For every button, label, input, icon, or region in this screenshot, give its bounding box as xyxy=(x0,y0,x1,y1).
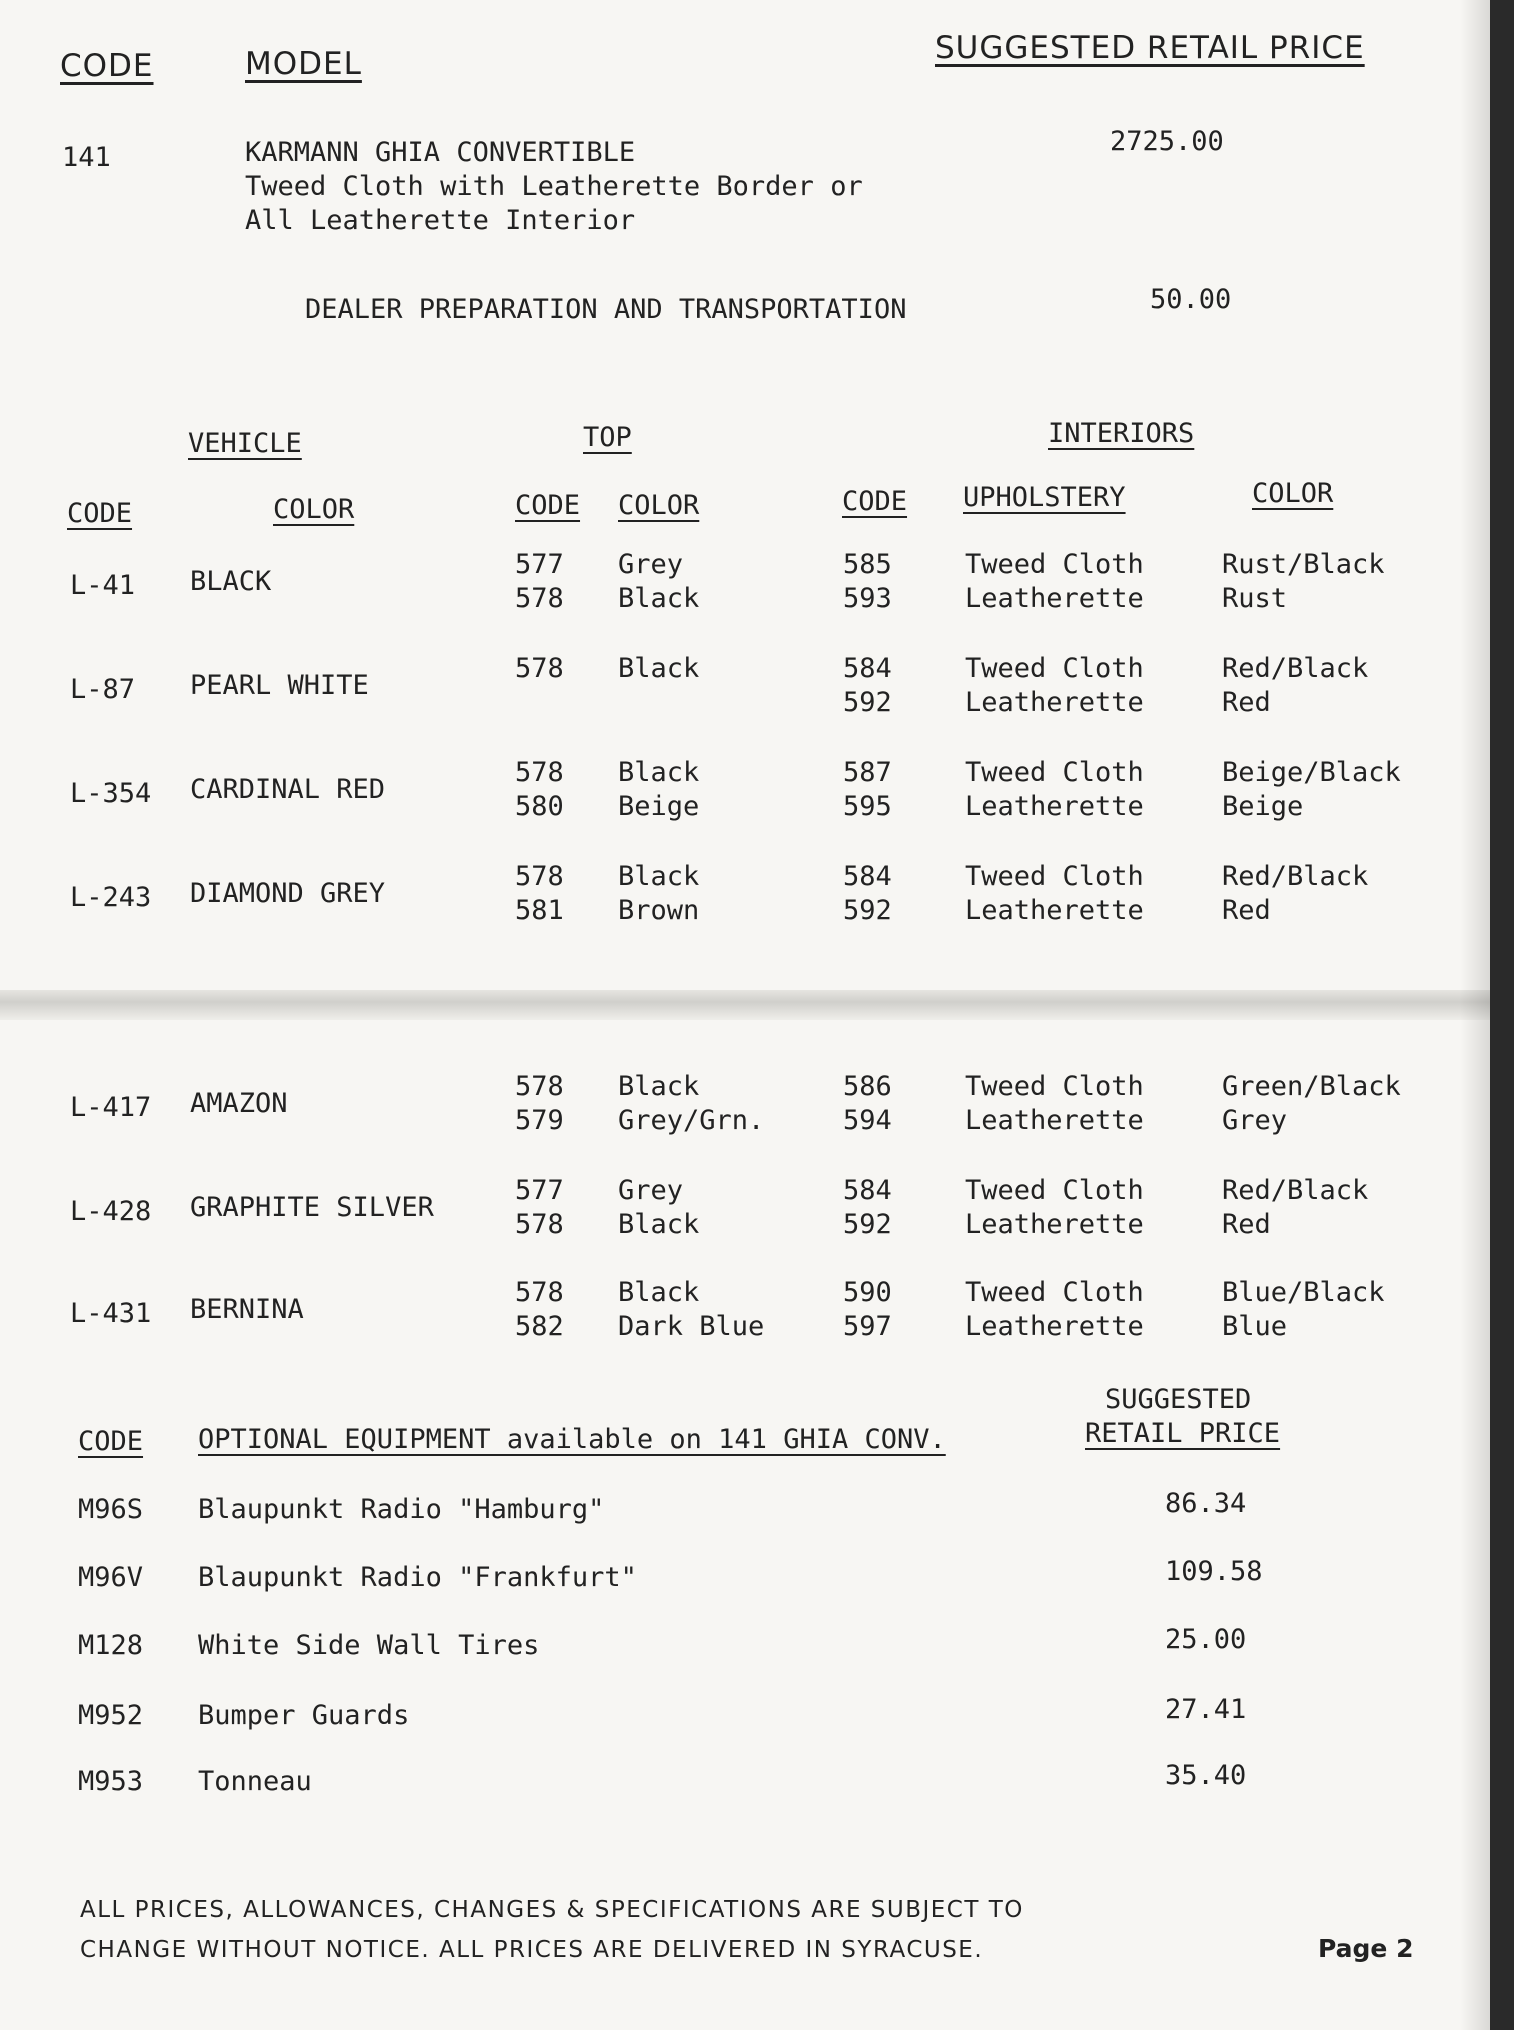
header-vehicle-color: COLOR xyxy=(273,494,355,525)
interior-code: 593 xyxy=(843,583,892,614)
interior-code: 586 xyxy=(843,1071,892,1102)
upholstery: Tweed Cloth xyxy=(965,549,1144,580)
vehicle-color: GRAPHITE SILVER xyxy=(190,1192,434,1223)
top-color-stack xyxy=(618,548,699,616)
interior-color-stack xyxy=(1222,1174,1368,1242)
page-fold xyxy=(0,990,1490,1020)
interior-color: Red xyxy=(1222,687,1271,718)
model-price: 2725.00 xyxy=(1110,126,1224,157)
vehicle-code: L-428 xyxy=(70,1196,152,1227)
upholstery-stack xyxy=(965,756,1144,824)
upholstery: Tweed Cloth xyxy=(965,1277,1144,1308)
top-color-stack xyxy=(618,1070,764,1138)
header-interiors: INTERIORS xyxy=(1048,418,1195,449)
optional-code-header: CODE xyxy=(78,1426,144,1457)
interior-code: 592 xyxy=(843,1209,892,1240)
top-code-stack xyxy=(515,1070,564,1138)
interior-code: 584 xyxy=(843,1175,892,1206)
interior-color: Red xyxy=(1222,895,1271,926)
upholstery: Tweed Cloth xyxy=(965,757,1144,788)
top-code-stack xyxy=(515,548,564,616)
top-code: 579 xyxy=(515,1105,564,1136)
vehicle-color: CARDINAL RED xyxy=(190,774,386,805)
top-color: Black xyxy=(618,653,700,684)
interior-color: Rust xyxy=(1222,583,1288,614)
header-interior-color: COLOR xyxy=(1252,478,1334,509)
vehicle-code: L-243 xyxy=(70,882,152,913)
header-vehicle: VEHICLE xyxy=(188,428,302,459)
top-color: Black xyxy=(618,1209,700,1240)
top-color: Grey xyxy=(618,549,684,580)
interior-code: 587 xyxy=(843,757,892,788)
interior-color: Red/Black xyxy=(1222,653,1369,684)
optional-price-header-1: SUGGESTED xyxy=(1105,1384,1252,1415)
interior-code-stack xyxy=(843,1276,892,1344)
upholstery-stack xyxy=(965,860,1144,928)
interior-color: Beige/Black xyxy=(1222,757,1401,788)
page-edge-shadow xyxy=(1460,0,1490,2030)
header-top-color: COLOR xyxy=(618,490,700,521)
interior-color: Blue xyxy=(1222,1311,1288,1342)
model-line: All Leatherette Interior xyxy=(245,205,636,236)
interior-color-stack xyxy=(1222,1276,1385,1344)
upholstery: Tweed Cloth xyxy=(965,861,1144,892)
vehicle-code: L-417 xyxy=(70,1092,152,1123)
top-code: 577 xyxy=(515,549,564,580)
option-name: Bumper Guards xyxy=(198,1700,410,1731)
model-code: 141 xyxy=(62,142,111,173)
upholstery: Leatherette xyxy=(965,791,1144,822)
interior-code: 585 xyxy=(843,549,892,580)
top-code-stack xyxy=(515,652,564,686)
footer-line-1: ALL PRICES, ALLOWANCES, CHANGES & SPECIFICATIONS ARE SUBJECT TO xyxy=(80,1897,1024,1923)
dealer-prep-label: DEALER PREPARATION AND TRANSPORTATION xyxy=(305,294,907,325)
top-color: Black xyxy=(618,757,700,788)
interior-color-stack xyxy=(1222,652,1368,720)
optional-title: OPTIONAL EQUIPMENT available on 141 GHIA CONV. xyxy=(198,1424,946,1455)
model-line: KARMANN GHIA CONVERTIBLE xyxy=(245,137,636,168)
vehicle-code: L-431 xyxy=(70,1298,152,1329)
upholstery: Leatherette xyxy=(965,895,1144,926)
top-color-stack xyxy=(618,1174,699,1242)
upholstery-stack xyxy=(965,1276,1144,1344)
interior-color: Red/Black xyxy=(1222,861,1369,892)
interior-code-stack xyxy=(843,548,892,616)
upholstery: Tweed Cloth xyxy=(965,1071,1144,1102)
option-price: 25.00 xyxy=(1165,1624,1247,1655)
top-color: Dark Blue xyxy=(618,1311,765,1342)
dealer-prep-price: 50.00 xyxy=(1150,284,1232,315)
top-code: 578 xyxy=(515,861,564,892)
optional-price-header-2: RETAIL PRICE xyxy=(1085,1418,1281,1449)
page-number: Page 2 xyxy=(1318,1934,1414,1963)
option-name: Tonneau xyxy=(198,1766,312,1797)
vehicle-code: L-354 xyxy=(70,778,152,809)
top-code: 578 xyxy=(515,1071,564,1102)
interior-code: 584 xyxy=(843,653,892,684)
header-upholstery: UPHOLSTERY xyxy=(963,482,1126,513)
option-price: 35.40 xyxy=(1165,1760,1247,1791)
top-code: 580 xyxy=(515,791,564,822)
interior-code: 592 xyxy=(843,895,892,926)
header-model: MODEL xyxy=(245,46,362,82)
interior-code: 590 xyxy=(843,1277,892,1308)
interior-code-stack xyxy=(843,860,892,928)
header-vehicle-code: CODE xyxy=(67,498,133,529)
option-code: M96V xyxy=(78,1562,144,1593)
top-color: Brown xyxy=(618,895,700,926)
top-color-stack xyxy=(618,756,699,824)
interior-color: Red xyxy=(1222,1209,1271,1240)
upholstery: Leatherette xyxy=(965,583,1144,614)
interior-code-stack xyxy=(843,1070,892,1138)
top-code: 578 xyxy=(515,1277,564,1308)
top-color: Black xyxy=(618,1071,700,1102)
interior-code: 595 xyxy=(843,791,892,822)
header-price: SUGGESTED RETAIL PRICE xyxy=(935,30,1365,66)
option-code: M952 xyxy=(78,1700,144,1731)
interior-code-stack xyxy=(843,756,892,824)
top-code-stack xyxy=(515,756,564,824)
model-line: Tweed Cloth with Leatherette Border or xyxy=(245,171,863,202)
top-code-stack xyxy=(515,860,564,928)
option-price: 27.41 xyxy=(1165,1694,1247,1725)
top-color-stack xyxy=(618,860,699,928)
top-code: 581 xyxy=(515,895,564,926)
vehicle-code: L-87 xyxy=(70,674,136,705)
upholstery: Tweed Cloth xyxy=(965,1175,1144,1206)
top-code: 578 xyxy=(515,757,564,788)
vehicle-code: L-41 xyxy=(70,570,136,601)
interior-color: Beige xyxy=(1222,791,1304,822)
upholstery: Tweed Cloth xyxy=(965,653,1144,684)
interior-color-stack xyxy=(1222,1070,1401,1138)
model-description xyxy=(245,136,863,238)
upholstery: Leatherette xyxy=(965,1209,1144,1240)
upholstery-stack xyxy=(965,1174,1144,1242)
upholstery: Leatherette xyxy=(965,1311,1144,1342)
vehicle-color: DIAMOND GREY xyxy=(190,878,386,909)
option-name: Blaupunkt Radio "Hamburg" xyxy=(198,1494,605,1525)
interior-code-stack xyxy=(843,1174,892,1242)
option-name: Blaupunkt Radio "Frankfurt" xyxy=(198,1562,637,1593)
top-code-stack xyxy=(515,1276,564,1344)
interior-code-stack xyxy=(843,652,892,720)
interior-color: Rust/Black xyxy=(1222,549,1385,580)
top-color: Black xyxy=(618,861,700,892)
top-code-stack xyxy=(515,1174,564,1242)
top-color: Grey xyxy=(618,1175,684,1206)
option-code: M96S xyxy=(78,1494,144,1525)
interior-code: 584 xyxy=(843,861,892,892)
interior-code: 597 xyxy=(843,1311,892,1342)
top-color-stack xyxy=(618,652,699,686)
top-code: 582 xyxy=(515,1311,564,1342)
upholstery: Leatherette xyxy=(965,687,1144,718)
option-price: 109.58 xyxy=(1165,1556,1263,1587)
interior-color: Blue/Black xyxy=(1222,1277,1385,1308)
vehicle-color: PEARL WHITE xyxy=(190,670,369,701)
top-code: 578 xyxy=(515,583,564,614)
top-color: Black xyxy=(618,583,700,614)
interior-color: Grey xyxy=(1222,1105,1288,1136)
interior-color-stack xyxy=(1222,756,1401,824)
vehicle-color: AMAZON xyxy=(190,1088,288,1119)
footer-line-2: CHANGE WITHOUT NOTICE. ALL PRICES ARE DELIVERED IN SYRACUSE. xyxy=(80,1937,984,1963)
upholstery-stack xyxy=(965,548,1144,616)
interior-color: Red/Black xyxy=(1222,1175,1369,1206)
interior-color: Green/Black xyxy=(1222,1071,1401,1102)
footer-disclaimer xyxy=(80,1890,1024,1970)
top-code: 577 xyxy=(515,1175,564,1206)
option-name: White Side Wall Tires xyxy=(198,1630,540,1661)
option-code: M128 xyxy=(78,1630,144,1661)
top-code: 578 xyxy=(515,1209,564,1240)
top-color: Beige xyxy=(618,791,700,822)
interior-color-stack xyxy=(1222,548,1385,616)
option-price: 86.34 xyxy=(1165,1488,1247,1519)
header-top-code: CODE xyxy=(515,490,581,521)
header-interior-code: CODE xyxy=(842,486,908,517)
vehicle-color: BERNINA xyxy=(190,1294,304,1325)
interior-code: 594 xyxy=(843,1105,892,1136)
upholstery: Leatherette xyxy=(965,1105,1144,1136)
header-code: CODE xyxy=(60,48,154,84)
top-color: Grey/Grn. xyxy=(618,1105,765,1136)
upholstery-stack xyxy=(965,1070,1144,1138)
header-top: TOP xyxy=(583,422,632,453)
upholstery-stack xyxy=(965,652,1144,720)
top-color-stack xyxy=(618,1276,764,1344)
interior-color-stack xyxy=(1222,860,1368,928)
top-code: 578 xyxy=(515,653,564,684)
top-color: Black xyxy=(618,1277,700,1308)
vehicle-color: BLACK xyxy=(190,566,272,597)
option-code: M953 xyxy=(78,1766,144,1797)
interior-code: 592 xyxy=(843,687,892,718)
